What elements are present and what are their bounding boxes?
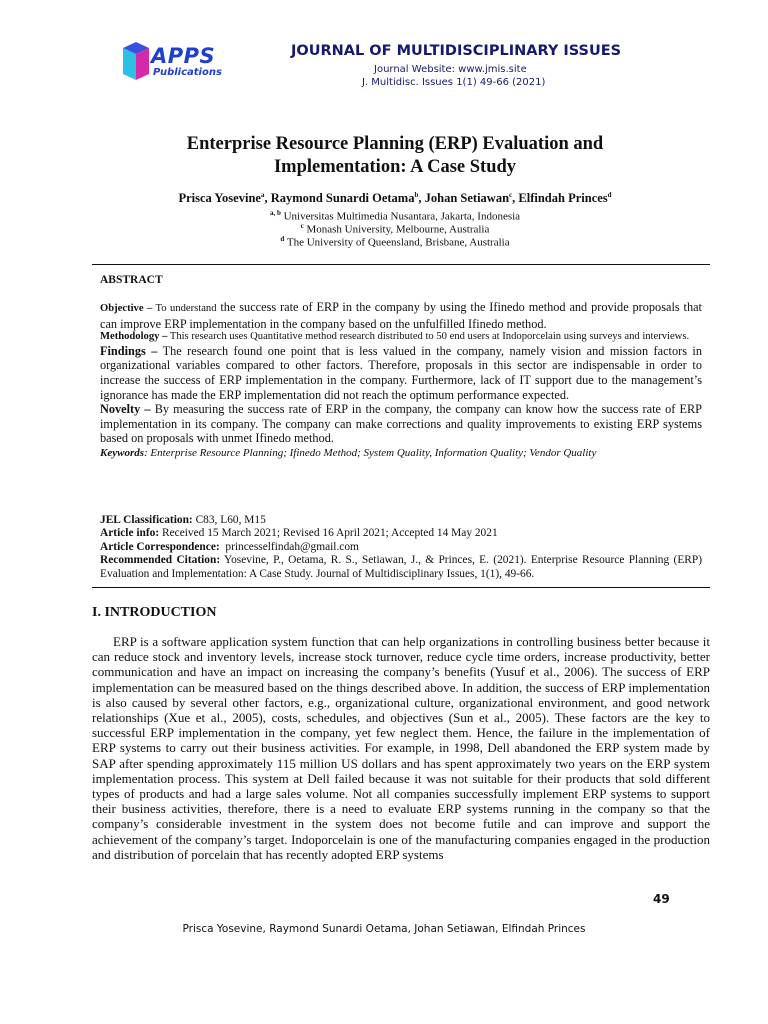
author-name: Johan Setiawan bbox=[424, 191, 510, 206]
objective-label: Objective – bbox=[100, 303, 153, 314]
introduction-body bbox=[92, 634, 710, 862]
abstract-findings bbox=[100, 344, 702, 402]
findings-label: Findings – bbox=[100, 343, 158, 358]
logo-publications-text: Publications bbox=[153, 67, 222, 78]
correspondence-email[interactable]: princesselfindah@gmail.com bbox=[219, 540, 359, 553]
findings-text: The research found one point that is less valued in the company, namely vision and mission factors in organizational variables compared to other factors. Therefore, proposals in this sector are indispensable in order to increase the success of ERP implementation in the company. Furthermore, lack of IT support due to the management’s ignorance has made the ERP implementation did not reach the optimum performance expected. bbox=[100, 343, 702, 402]
affiliation bbox=[100, 235, 690, 249]
recommended-citation bbox=[100, 554, 702, 581]
author-mark: a bbox=[260, 191, 265, 199]
objective-lead: To understand bbox=[152, 303, 217, 314]
methodology-text: This research uses Quantitative method research distributed to 50 end users at Indoporcelain using surveys and interviews. bbox=[167, 331, 690, 343]
author-mark: c bbox=[509, 191, 513, 199]
citation-label: Recommended Citation: bbox=[100, 554, 221, 567]
novelty-text: By measuring the success rate of ERP in the company, the company can know how the success rate of ERP implementation in its company. The company can make corrections and quality improvements to existing ERP systems based on proposals with unmet Ifinedo method. bbox=[100, 402, 702, 446]
paper-title-line-2: Implementation: A Case Study bbox=[273, 157, 517, 177]
abstract-keywords bbox=[100, 446, 702, 461]
affiliation bbox=[100, 222, 690, 236]
article-info-label: Article info: bbox=[100, 527, 160, 540]
novelty-label: Novelty – bbox=[100, 402, 151, 417]
correspondence-label: Article Correspondence: bbox=[100, 540, 220, 553]
author-list bbox=[100, 191, 690, 206]
jel-classification bbox=[100, 514, 702, 527]
author-separator: , bbox=[264, 191, 271, 206]
affiliation-text: Universitas Multimedia Nusantara, Jakarta, Indonesia bbox=[280, 210, 521, 223]
journal-website: Journal Website: www.jmis.site bbox=[374, 64, 527, 75]
affiliation-text: The University of Queensland, Brisbane, Australia bbox=[284, 236, 510, 249]
section-heading-introduction: I. INTRODUCTION bbox=[92, 605, 217, 620]
citation-text: Yosevine, P., Oetama, R. S., Setiawan, J., & Princes, E. (2021). Enterprise Resource Planning (ERP) Evaluation and Implementation: A Case Study. Journal of Multidisciplinary Issues, 1(1), 49-66. bbox=[100, 554, 703, 580]
affiliation-text: Monash University, Melbourne, Australia bbox=[303, 223, 490, 236]
abstract-novelty bbox=[100, 402, 702, 446]
abstract-top-rule bbox=[92, 264, 710, 265]
author-mark: d bbox=[607, 191, 612, 199]
book-icon bbox=[120, 42, 152, 82]
author-name: Elfindah Princes bbox=[518, 191, 608, 206]
jel-label: JEL Classification: bbox=[100, 514, 193, 526]
affiliation-mark: c bbox=[300, 222, 304, 230]
publisher-logo bbox=[120, 42, 240, 86]
affiliation bbox=[100, 209, 690, 223]
article-correspondence bbox=[100, 541, 702, 554]
author-separator: , bbox=[418, 191, 425, 206]
author-mark: b bbox=[414, 191, 419, 199]
author-name: Raymond Sunardi Oetama bbox=[270, 191, 415, 206]
page-number: 49 bbox=[653, 892, 670, 906]
keywords-label: Keywords bbox=[100, 446, 144, 459]
footer-authors: Prisca Yosevine, Raymond Sunardi Oetama, Johan Setiawan, Elfindah Princes bbox=[182, 923, 586, 935]
abstract-bottom-rule bbox=[92, 587, 710, 588]
logo-apps-text: APPS bbox=[151, 44, 216, 68]
introduction-paragraph: ERP is a software application system function that can help organizations in controlling business better because it can reduce stock and inventory levels, increase stock turnover, reduce cycle time orders, increase productivity, better communication and have an impact on increasing the company’s benefits (Yusuf et al., 2006). The success of ERP implementation can be measured based on the things described above. In addition, the success of ERP implementation is also caused by several other factors, e.g., organizational culture, organizational environment, and good network relationships (Xue et al., 2005), costs, schedules, and objectives (Sun et al., 2005). These factors are the key to successful ERP implementation in the company, yet few neglect them. Hence, the failure in the implementation of ERP systems to carry out their business activities. For example, in 1998, Dell abandoned the ERP system made by SAP after spending approximately 115 million US dollars and has spent approximately two years on the ERP system implementation process. This system at Dell failed because it was not suitable for their products that sold different types of products and had a large sales volume. Not all companies successfully implement ERP systems to support their business activities, therefore, there is a need to evaluate ERP systems running in the company so that the company’s considerable investment in the system does not become futile and can improve and support the achievement of the company’s target. Indoporcelain is one of the manufacturing companies engaged in the production and distribution of porcelain that has recently adopted ERP systems bbox=[92, 634, 710, 862]
abstract-heading: ABSTRACT bbox=[100, 274, 163, 286]
article-info bbox=[100, 527, 702, 540]
abstract-methodology bbox=[100, 331, 702, 344]
abstract-objective bbox=[100, 300, 702, 331]
jel-value: C83, L60, M15 bbox=[192, 514, 266, 526]
article-info-value: Received 15 March 2021; Revised 16 April 2021; Accepted 14 May 2021 bbox=[159, 527, 498, 540]
methodology-label: Methodology – bbox=[100, 331, 168, 343]
affiliation-mark: d bbox=[280, 235, 285, 243]
article-meta bbox=[100, 514, 702, 581]
keywords-text: : Enterprise Resource Planning; Ifinedo Method; System Quality, Information Quality; Vendor Quality bbox=[144, 446, 597, 459]
journal-title: JOURNAL OF MULTIDISCIPLINARY ISSUES bbox=[291, 43, 622, 59]
abstract-body bbox=[100, 300, 702, 461]
author-name: Prisca Yosevine bbox=[178, 191, 261, 206]
paper-title-line-1: Enterprise Resource Planning (ERP) Evaluation and bbox=[186, 134, 604, 154]
author-separator: , bbox=[512, 191, 519, 206]
journal-issue: J. Multidisc. Issues 1(1) 49-66 (2021) bbox=[362, 77, 546, 88]
objective-text: the success rate of ERP in the company by using the Ifinedo method and provide proposals that can improve ERP implementation in the company based on the unfulfilled Ifinedo method. bbox=[100, 300, 702, 331]
affiliation-mark: a, b bbox=[269, 209, 281, 217]
